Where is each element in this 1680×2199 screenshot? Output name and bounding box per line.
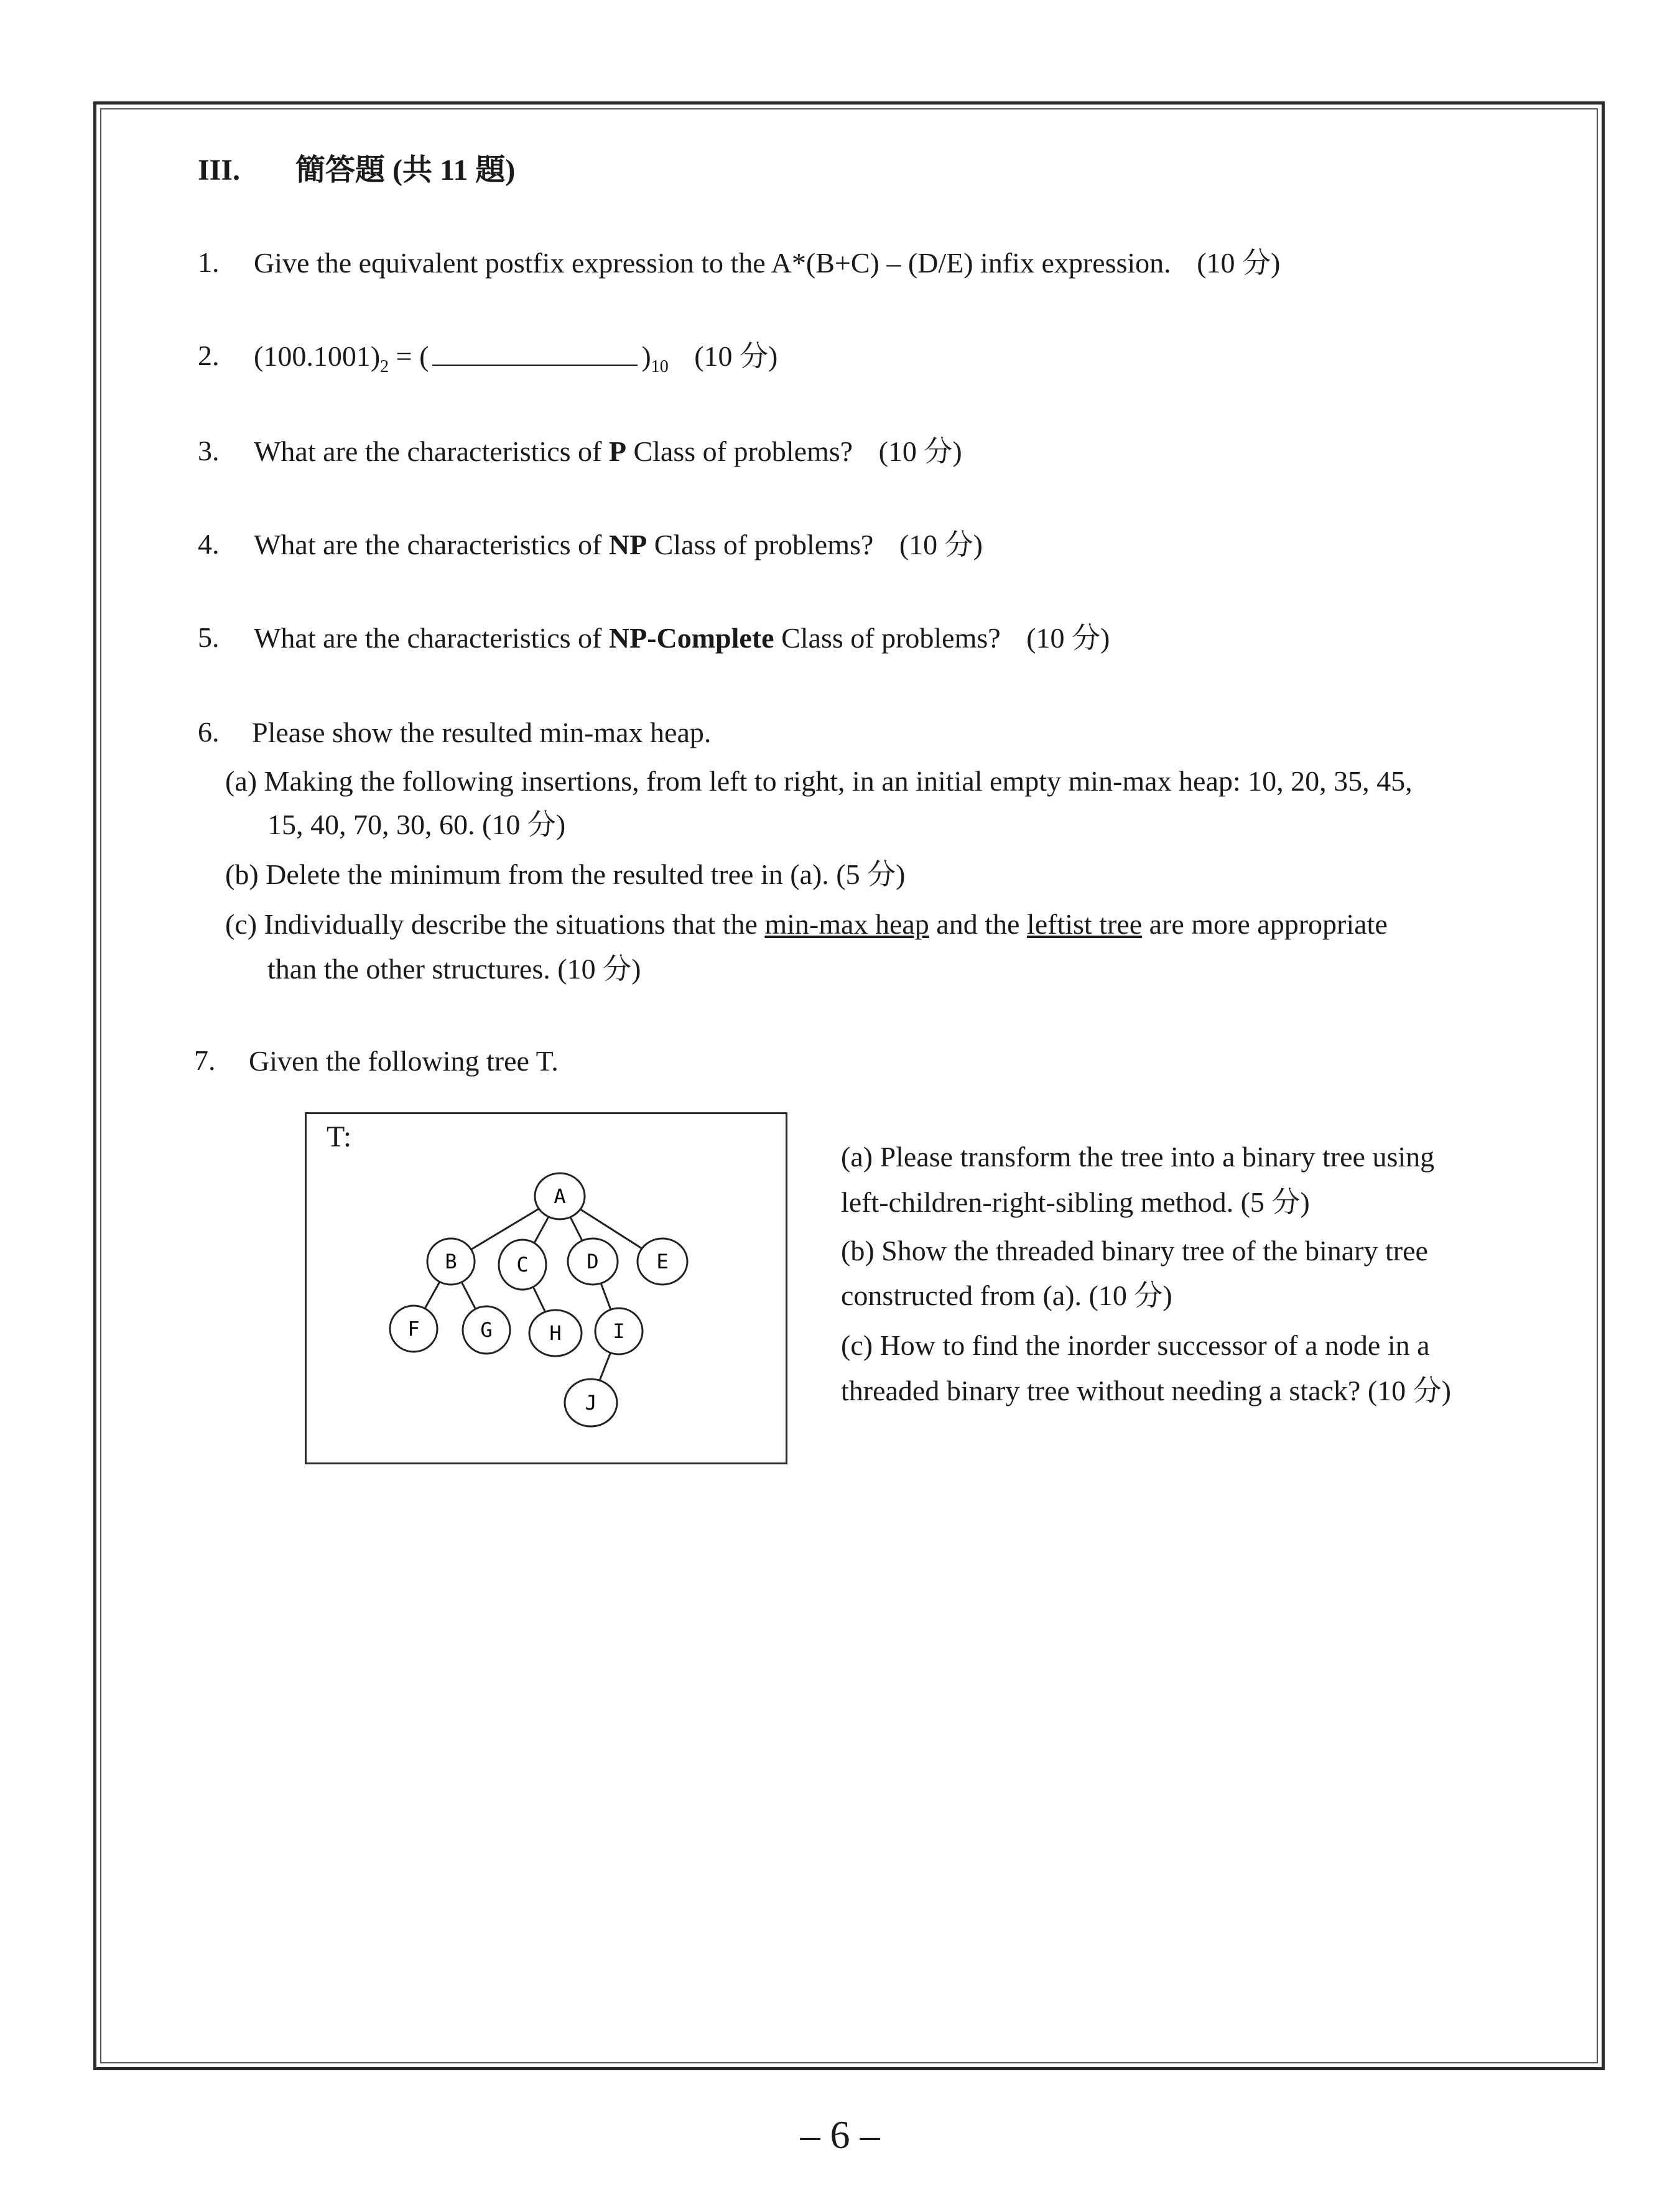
tree-node-c-label: C xyxy=(516,1253,529,1276)
question-6c-post: are more appropriate xyxy=(1142,908,1388,940)
question-1-body: Give the equivalent postfix expression to the A*(B+C) – (D/E) infix expression. xyxy=(254,247,1171,279)
question-7a-line2: left-children-right-sibling method. (5 分) xyxy=(841,1186,1310,1218)
question-6a-line1: (a) Making the following insertions, from left to right, in an initial empty min-max heap: 10, 20, 35, 45, xyxy=(225,765,1413,797)
question-4-pre: What are the characteristics of xyxy=(254,529,609,560)
answer-blank xyxy=(432,346,638,366)
tree-node-i-label: I xyxy=(613,1319,625,1343)
question-6-text: Please show the resulted min-max heap. xyxy=(252,717,712,748)
tree-figure-label: T: xyxy=(327,1120,352,1153)
question-6c-underlined-1: min-max heap xyxy=(764,908,929,940)
question-4-score: (10 分) xyxy=(899,529,983,560)
tree-node-f-label: F xyxy=(407,1317,420,1341)
question-4-text xyxy=(254,528,983,562)
question-6-number: 6. xyxy=(198,716,220,748)
tree-node-a-label: A xyxy=(554,1184,566,1208)
question-4-number: 4. xyxy=(198,528,220,560)
question-5-post: Class of problems? xyxy=(774,622,1001,654)
question-7c-line2: threaded binary tree without needing a stack? (10 分) xyxy=(841,1375,1451,1406)
question-1-score: (10 分) xyxy=(1197,247,1281,279)
question-6c-line1 xyxy=(225,907,1388,941)
tree-node-i xyxy=(595,1308,643,1354)
question-5-number: 5. xyxy=(198,621,220,653)
tree-node-b-label: B xyxy=(445,1250,457,1273)
question-7-text: Given the following tree T. xyxy=(249,1045,559,1077)
question-2-binary: (100.1001) xyxy=(254,340,381,372)
tree-node-g-label: G xyxy=(480,1318,493,1342)
question-2-close: ) xyxy=(641,340,651,372)
question-2-base2: 2 xyxy=(380,357,389,377)
tree-diagram xyxy=(305,1112,784,1461)
page-border-frame xyxy=(93,101,1605,2070)
tree-node-c xyxy=(499,1240,546,1290)
tree-node-d xyxy=(568,1239,618,1285)
tree-node-j-label: J xyxy=(585,1391,597,1415)
question-7a-line1: (a) Please transform the tree into a binary tree using xyxy=(841,1141,1435,1173)
question-3-text xyxy=(254,434,962,468)
tree-node-a xyxy=(535,1173,585,1219)
question-5-bold: NP-Complete xyxy=(608,622,774,654)
question-4-post: Class of problems? xyxy=(647,529,874,560)
question-6c-pre: (c) Individually describe the situations that the xyxy=(225,908,765,940)
question-7-number: 7. xyxy=(194,1044,216,1076)
question-7b-line1: (b) Show the threaded binary tree of the binary tree xyxy=(841,1235,1428,1267)
question-6a-line2: 15, 40, 70, 30, 60. (10 分) xyxy=(267,809,566,840)
question-2-equals: = ( xyxy=(389,340,429,372)
tree-node-f xyxy=(390,1306,437,1352)
question-2-score: (10 分) xyxy=(694,340,778,372)
question-2-base10: 10 xyxy=(651,357,669,377)
question-5-score: (10 分) xyxy=(1026,622,1110,654)
tree-node-g xyxy=(463,1306,510,1354)
question-5-pre: What are the characteristics of xyxy=(254,622,609,654)
page-number: – 6 – xyxy=(800,2113,880,2157)
question-3-number: 3. xyxy=(198,435,220,467)
question-1-number: 1. xyxy=(198,246,220,278)
question-3-score: (10 分) xyxy=(878,435,962,467)
question-1-text xyxy=(254,246,1280,280)
question-3-pre: What are the characteristics of xyxy=(254,435,609,467)
question-3-bold: P xyxy=(608,435,626,467)
question-2-number: 2. xyxy=(198,340,220,371)
question-4-bold: NP xyxy=(608,529,647,560)
question-5-text xyxy=(254,621,1110,655)
tree-edges xyxy=(414,1196,662,1403)
tree-node-e-label: E xyxy=(656,1250,669,1273)
tree-node-b xyxy=(427,1239,475,1285)
question-3-post: Class of problems? xyxy=(626,435,853,467)
question-7b-line2: constructed from (a). (10 分) xyxy=(841,1280,1172,1311)
question-6c-line2: than the other structures. (10 分) xyxy=(267,953,641,985)
tree-node-h-label: H xyxy=(549,1321,562,1345)
tree-node-d-label: D xyxy=(587,1250,599,1273)
question-2-text xyxy=(254,339,777,378)
section-title: 簡答題 (共 11 題) xyxy=(295,154,516,187)
tree-node-e xyxy=(638,1239,687,1285)
tree-node-j xyxy=(565,1379,617,1426)
question-6c-underlined-2: leftist tree xyxy=(1026,908,1143,940)
question-6c-mid: and the xyxy=(929,908,1027,940)
question-7c-line1: (c) How to find the inorder successor of a node in a xyxy=(841,1329,1430,1361)
question-6b-line: (b) Delete the minimum from the resulted tree in (a). (5 分) xyxy=(225,858,906,890)
tree-node-h xyxy=(529,1310,582,1356)
section-label: III. xyxy=(198,154,241,187)
